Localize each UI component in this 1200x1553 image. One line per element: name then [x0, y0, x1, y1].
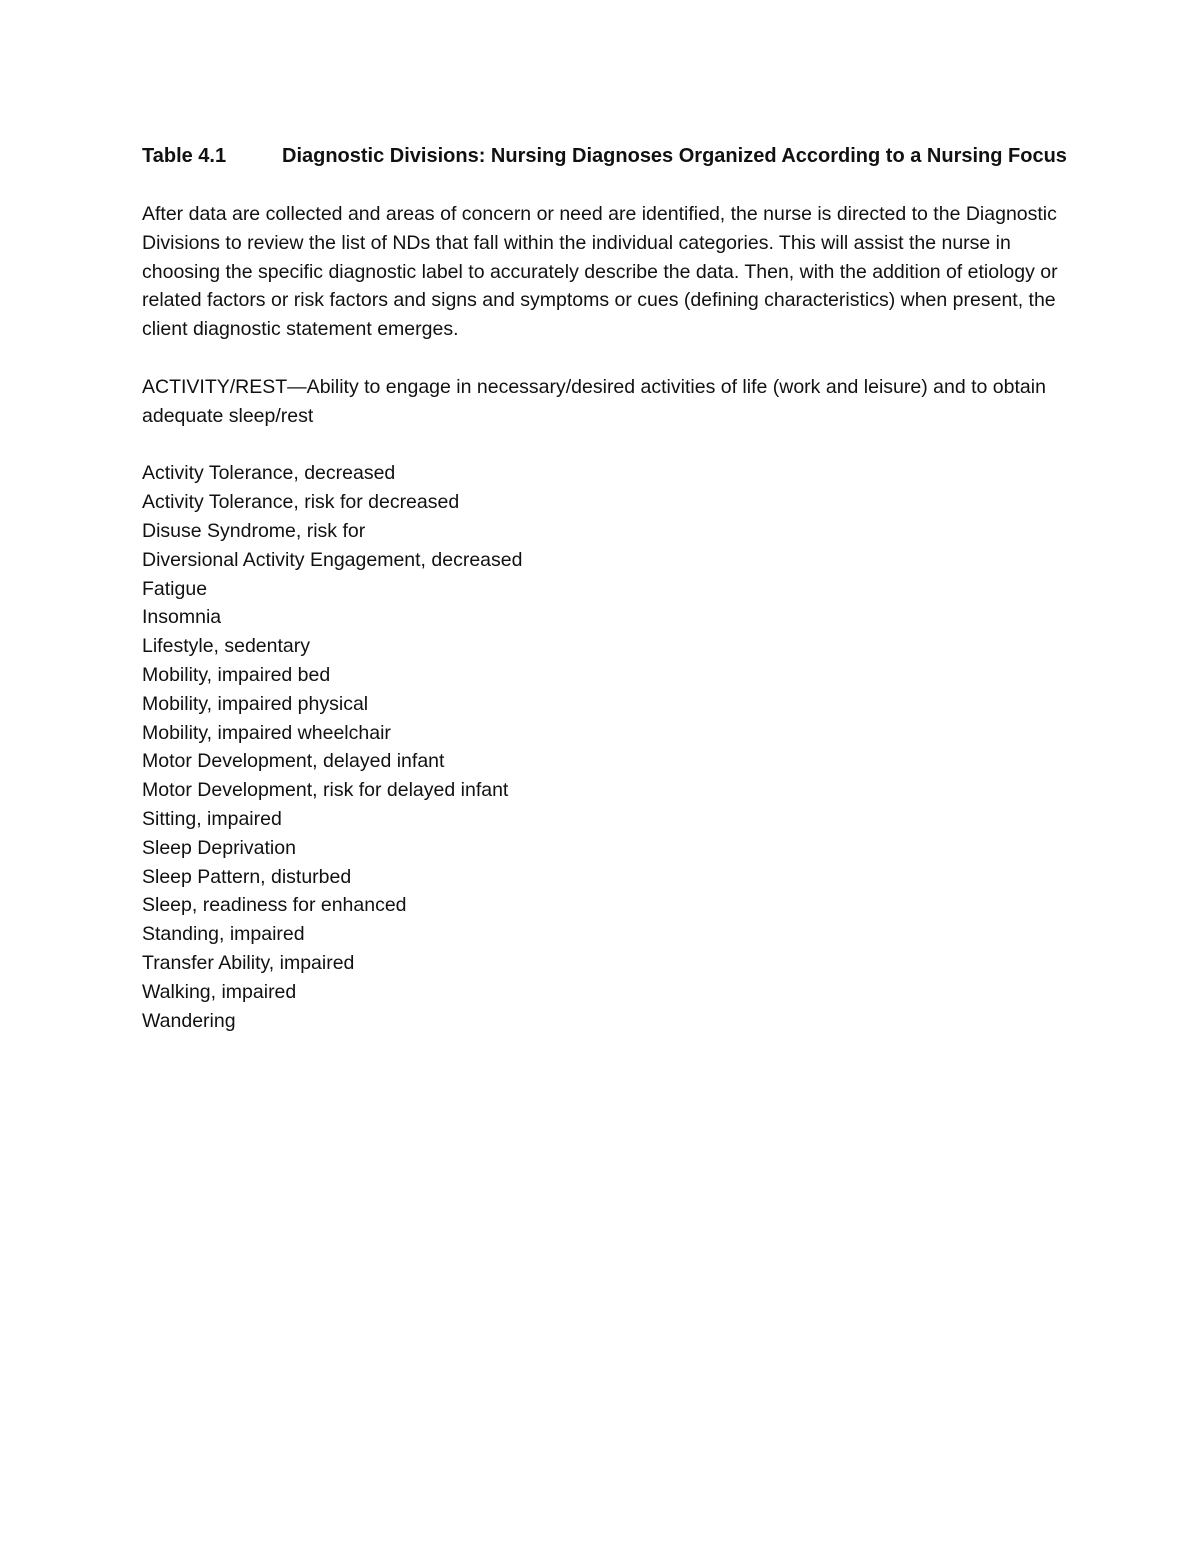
list-item: Wandering: [142, 1009, 236, 1032]
list-item: Insomnia: [142, 606, 222, 629]
list-item: Lifestyle, sedentary: [142, 635, 311, 658]
diagnosis-list: [142, 459, 1067, 1035]
list-item: Sleep, readiness for enhanced: [142, 894, 407, 917]
table-title-text: Diagnostic Divisions: Nursing Diagnoses Organized According to a Nursing Focus: [282, 145, 1067, 167]
list-item: Activity Tolerance, decreased: [142, 462, 396, 485]
document-content: [142, 142, 1067, 1035]
list-item: Mobility, impaired physical: [142, 692, 369, 715]
list-item: Sitting, impaired: [142, 807, 282, 830]
list-item: Sleep Deprivation: [142, 836, 296, 859]
list-item: Sleep Pattern, disturbed: [142, 865, 352, 888]
list-item: Motor Development, risk for delayed infant: [142, 779, 509, 802]
list-item: Activity Tolerance, risk for decreased: [142, 491, 460, 514]
intro-paragraph: After data are collected and areas of concern or need are identified, the nurse is directed to the Diagnostic Divisions to review the list of NDs that fall within the individual categories. This will assist the nurse in choosing the specific diagnostic label to accurately describe the data. Then, with the addition of etiology or related factors or risk factors and signs and symptoms or cues (defining characteristics) when present, the client diagnostic statement emerges.: [142, 203, 1058, 341]
list-item: Fatigue: [142, 577, 208, 600]
list-item: Disuse Syndrome, risk for: [142, 519, 366, 542]
list-item: Mobility, impaired bed: [142, 663, 331, 686]
list-item: Transfer Ability, impaired: [142, 951, 355, 974]
table-title: [142, 142, 1067, 171]
list-item: Mobility, impaired wheelchair: [142, 721, 391, 744]
list-item: Walking, impaired: [142, 980, 297, 1003]
table-number: Table 4.1: [142, 145, 227, 167]
division-heading: ACTIVITY/REST—Ability to engage in necessary/desired activities of life (work and leisure) and to obtain adequate sleep/rest: [142, 375, 1046, 427]
list-item: Motor Development, delayed infant: [142, 750, 445, 773]
list-item: Standing, impaired: [142, 923, 305, 946]
list-item: Diversional Activity Engagement, decreased: [142, 548, 523, 571]
